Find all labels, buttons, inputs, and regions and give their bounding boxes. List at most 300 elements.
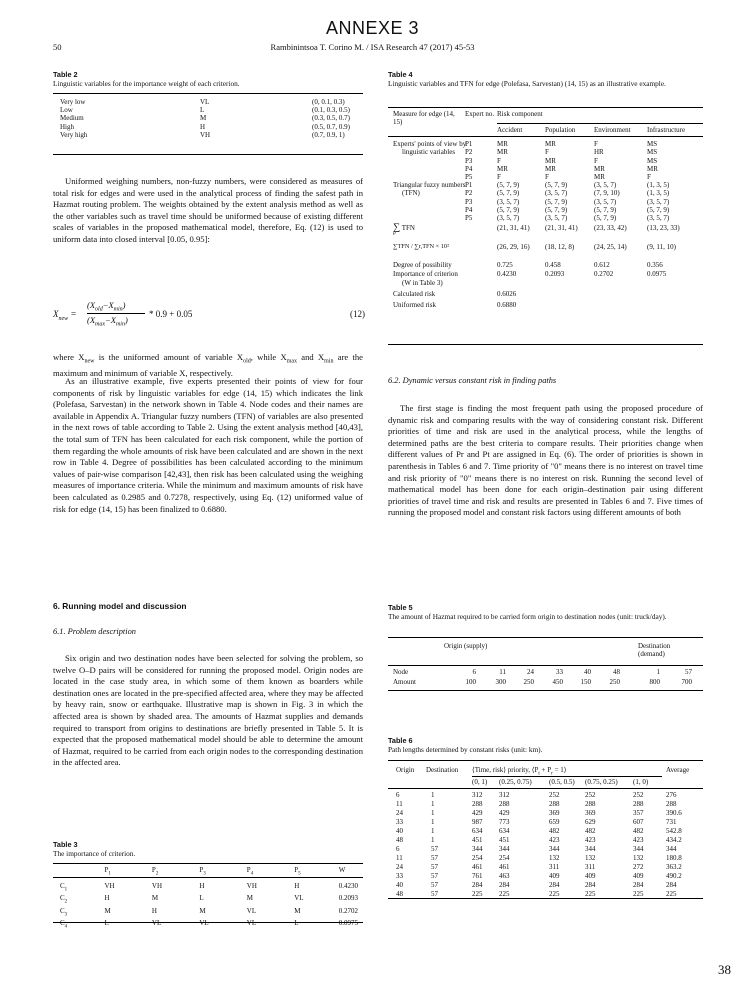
- table6-h-priority: ⟨Time, risk⟩ priority, $⟨P_t + P_r$ = 1⟩: [472, 766, 567, 777]
- table6-cell: 369: [549, 809, 560, 817]
- table3-header-cell: $P_3$: [199, 866, 206, 877]
- equation-numerator: $(X_{old}-X_{min})$: [87, 300, 126, 313]
- table2-cell: VL: [200, 98, 210, 106]
- table4-imp-cell: 0.0975: [647, 270, 667, 278]
- table4-ling-cell: F: [497, 173, 501, 182]
- table4-uniform-value: 0.6880: [497, 301, 517, 309]
- table4-tfn-cell: (3, 5, 7): [647, 214, 670, 223]
- table6-cell: 1: [431, 818, 435, 826]
- table6-cell: 288: [472, 800, 483, 808]
- table2-cell: Low: [60, 106, 73, 115]
- table6-cell: 634: [472, 827, 483, 835]
- table4-h-environment: Environment: [594, 126, 631, 134]
- table2-caption-block: [53, 70, 363, 88]
- table6-cell: 284: [585, 881, 596, 889]
- table4-tfn-cell: P5: [465, 214, 473, 223]
- table4-sum-cell: (21, 31, 41): [545, 224, 578, 232]
- table5-h-origin: Origin (supply): [444, 642, 488, 650]
- table5-amount-cell: 250: [609, 678, 620, 686]
- table6-cell: 132: [549, 854, 560, 862]
- table5-node-label: Node: [393, 668, 409, 676]
- table6-cell: 429: [472, 809, 483, 817]
- table4-calc-value: 0.6026: [497, 290, 517, 298]
- table6-cell: 40: [396, 881, 403, 889]
- table4-label: Table 4: [388, 70, 413, 79]
- table6-cell: 180.8: [666, 854, 682, 862]
- table4-tfn-cell: (5, 7, 9): [594, 214, 617, 223]
- table6-cell: 132: [585, 854, 596, 862]
- table4-sum-cell: (23, 33, 42): [594, 224, 627, 232]
- table2-row: [58, 123, 358, 131]
- table6-cell: 987: [472, 818, 483, 826]
- table3-cell: M: [104, 906, 111, 915]
- table4-caption: Linguistic variables and TFN for edge (Polefasa, Sarvestan) (14, 15) as an illustrative example.: [388, 79, 666, 89]
- table6-sub-header: (0, 1): [472, 778, 488, 786]
- equation-number: (12): [350, 309, 365, 319]
- table4-dop-cell: 0.458: [545, 261, 561, 269]
- table3-cell: VH: [151, 881, 163, 890]
- table5-node-cell: 1: [656, 668, 660, 676]
- table6-cell: 1: [431, 791, 435, 799]
- table6-cell: 344: [666, 845, 677, 853]
- table3-header-cell: $P_4$: [246, 866, 254, 877]
- table4-h-risk: Risk component: [497, 110, 543, 118]
- table4-ling-cell: F: [594, 140, 598, 148]
- table3-cell: L: [294, 919, 299, 928]
- table3-cell: VH: [246, 881, 257, 890]
- table4-tfn-cell: P3: [465, 197, 473, 206]
- table6-cell: 225: [633, 890, 644, 898]
- table3-cell: M: [246, 894, 254, 903]
- table5-caption: The amount of Hazmat required to be carried form origin to destination nodes (unit: truck/day).: [388, 612, 667, 622]
- table4-ling-cell: MS: [647, 148, 658, 157]
- table6-cell: 429: [499, 809, 510, 817]
- table2-cell: Very low: [60, 98, 86, 106]
- table4-ratio-cell: (24, 25, 14): [594, 243, 627, 251]
- table3-row: [58, 894, 360, 907]
- table4-tfn-cell: (3, 5, 7): [497, 197, 520, 206]
- table4-ling-cell: F: [497, 156, 501, 165]
- table6-cell: 254: [472, 854, 483, 862]
- table6-cell: 409: [585, 872, 596, 880]
- table3-label: Table 3: [53, 840, 78, 849]
- left-paragraph-2: where $X_{new}$ is the uniformed amount of variable $X_{old}$, while $X_{max}$ and $X_{min}$ are the maximum and minimum of variable X, respectively.: [53, 352, 363, 379]
- table4-ling-cell: MR: [497, 164, 508, 173]
- table4-ling-cell: MR: [497, 140, 508, 148]
- footer-page-number: 38: [718, 962, 731, 977]
- table3-cell: H: [294, 881, 300, 890]
- table3-cell: H: [104, 894, 110, 903]
- table3-cell: H: [199, 881, 205, 890]
- table3-cell: VL: [199, 919, 209, 928]
- table6-cell: 490.2: [666, 872, 682, 880]
- table4-ratio-cell: (26, 29, 16): [497, 243, 530, 251]
- table6-cell: 311: [585, 863, 596, 871]
- table2-row: [58, 131, 358, 139]
- table2-row: [58, 114, 358, 122]
- table4-imp-cell: 0.4230: [497, 270, 517, 278]
- table4-h-population: Population: [545, 126, 576, 134]
- table2-cell: (0.1, 0.3, 0.5): [312, 106, 350, 115]
- table3-cell: $C_4$: [60, 919, 68, 930]
- table6-cell: 629: [585, 818, 596, 826]
- table4-ratio-cell: (18, 12, 8): [545, 243, 575, 251]
- table6-cell: 40: [396, 827, 403, 835]
- table4-tfn-cell: (3, 5, 7): [594, 181, 617, 189]
- table2-cell: (0.3, 0.5, 0.7): [312, 114, 350, 123]
- table4-ratio-label: ∑TFN / ∑r,TFN × 10²: [393, 243, 449, 250]
- left-paragraph-1: Uniformed weighing numbers, non-fuzzy numbers, were considered as measures of total risk for edges and were used in the analytical process of finding the safest path in Hazmat routing problem. The weights obtained by the extent analysis method as well as the other variables such as travel time should be uniformed because of existing different scales of variables in the proposed mathematical model, therefore, Eq. (12) is used to uniform data into closed interval [0.05, 0.95]:: [53, 176, 363, 244]
- table4-h-measure: Measure for edge (14, 15): [393, 110, 455, 127]
- table6-cell: 11: [396, 800, 403, 808]
- table2-cell: (0, 0.1, 0.3): [312, 98, 345, 106]
- table4-group-linguistic: Experts' points of view by linguistic variables: [393, 140, 467, 157]
- table4-ling-cell: MR: [594, 164, 605, 173]
- table6-cell: 461: [499, 863, 510, 871]
- left-paragraph-4: Six origin and two destination nodes have been selected for solving the problem, so twelve O–D pairs will be considered for running the proposed model. Origin nodes are located in the case study area, in which some of them known as boarders while destination ones are located in the pre-specified affected area, where they may be affected by heavy rain, snow or earthquake. Illustrative map is shown in Fig. 3 in which the affected area is shown by shaded area. The amounts of Hazmat supplies and demands required to transport from origins to destinations are briefly presented in Table 5. It is expected that the proposed mathematical model should be able to determine the amount of Hazmat, required to be carried from each origin nodes to the corresponding destination in the affected area.: [53, 653, 363, 768]
- table4-ling-cell: P1: [465, 140, 473, 148]
- table6-cell: 1: [431, 800, 435, 808]
- table6-sub-header: (0.75, 0.25): [585, 778, 618, 786]
- table3-header-cell: $P_2$: [151, 866, 159, 877]
- table4-ling-cell: P5: [465, 173, 473, 182]
- table4-ling-cell: MR: [545, 156, 556, 165]
- table3-cell: L: [104, 919, 109, 928]
- table2: [58, 98, 358, 139]
- table3-cell: 0.0975: [338, 919, 358, 928]
- table4-ratio-cell: (9, 11, 10): [647, 243, 676, 251]
- table6-sub-header: (0.5, 0.5): [549, 778, 575, 786]
- table4-ling-cell: MR: [545, 140, 556, 148]
- table4-tfn-cell: P4: [465, 205, 473, 214]
- table6-cell: 357: [633, 809, 644, 817]
- table4-dop-label: Degree of possibility: [393, 261, 452, 269]
- table4-ling-cell: MS: [647, 140, 658, 148]
- table3-cell: 0.2702: [338, 906, 358, 915]
- left-paragraph-3: As an illustrative example, five experts presented their points of view for four components of risk by linguistic variables for edge (14, 15) which indicates the link (Polefasa, Sarvestan) in the network shown in Table 4. Node codes and their names are available in Appendix A. Triangular fuzzy numbers (TFN) of variables are also presented in the next rows of table according to Table 2. Using the extent analysis method [40,43], the total sum of TFN has been calculated for each risk component, while the portion of them regarding the whole amounts of risk have been calculated and are shown in the next row in Table 4. Degree of possibilities has been calculated according to the minimum values of pair-wise comparison [42,43], then risk has been calculated using the weighing measures of importance criteria. While the minimum and maximum amounts of risk have been calculated as 0.2985 and 0.7278, respectively, using Eq. (12) uniformed value of risk for edge (14, 15) has been finalized to 0.6880.: [53, 376, 363, 514]
- table4-h-accident: Accident: [497, 126, 523, 134]
- table6-cell: 423: [633, 836, 644, 844]
- annexe-title: ANNEXE 3: [325, 18, 420, 38]
- table6-cell: 761: [472, 872, 483, 880]
- table6-cell: 461: [472, 863, 483, 871]
- table6-label: Table 6: [388, 736, 413, 745]
- table6-cell: 284: [549, 881, 560, 889]
- table5-amount-cell: 300: [495, 678, 506, 686]
- table4-body: [388, 140, 703, 340]
- table6-sub-header: (1, 0): [633, 778, 649, 786]
- table4-h-infrastructure: Infrastructure: [647, 126, 686, 134]
- table6-cell: 284: [472, 881, 483, 889]
- table3-cell: VL: [246, 919, 257, 928]
- table6-cell: 363.2: [666, 863, 682, 871]
- table6-cell: 731: [666, 818, 677, 826]
- table4-ling-cell: P4: [465, 164, 473, 173]
- table5-node-cell: 40: [584, 668, 591, 676]
- table2-cell: VH: [200, 130, 211, 139]
- table3-row: [58, 907, 360, 920]
- table4-ling-cell: MR: [545, 164, 556, 173]
- table6-cell: 284: [633, 881, 644, 889]
- table6-sub-header: (0.25, 0.75): [499, 778, 532, 786]
- table4-tfn-cell: (5, 7, 9): [497, 205, 520, 214]
- table5-label: Table 5: [388, 603, 413, 612]
- table4-ling-cell: F: [545, 148, 549, 157]
- table3-cell: VL: [294, 894, 304, 903]
- table3-cell: M: [199, 906, 206, 915]
- table6-cell: 409: [633, 872, 644, 880]
- table6-caption: Path lengths determined by constant risks (unit: km).: [388, 745, 543, 755]
- section-6-heading: 6. Running model and discussion: [53, 601, 187, 611]
- table6-cell: 6: [396, 791, 400, 799]
- table3-cell: VL: [151, 919, 162, 928]
- table4-ling-cell: MR: [647, 164, 658, 173]
- table6: [388, 764, 703, 964]
- table6-h-origin: Origin: [396, 766, 415, 774]
- table6-cell: 252: [585, 791, 596, 799]
- table2-row: [58, 98, 358, 106]
- table3-caption-block: [53, 840, 363, 858]
- table6-caption-block: [388, 736, 703, 754]
- table3-cell: 0.4230: [338, 881, 358, 890]
- running-header: Rambinintsoa T. Corino M. / ISA Research 47 (2017) 45-53: [270, 42, 475, 52]
- table6-cell: 607: [633, 818, 644, 826]
- table6-cell: 542.8: [666, 827, 682, 835]
- table4-tfn-cell: (3, 5, 7): [497, 214, 520, 223]
- table4-tfn-cell: (5, 7, 9): [545, 181, 568, 189]
- table4-ling-cell: MR: [594, 173, 605, 182]
- table4-tfn-cell: (7, 9, 10): [594, 189, 620, 198]
- table4-tfn-cell: (5, 7, 9): [647, 205, 670, 214]
- table3-cell: M: [294, 906, 301, 915]
- table6-cell: 288: [585, 800, 596, 808]
- table6-cell: 463: [499, 872, 510, 880]
- table6-cell: 482: [549, 827, 560, 835]
- table6-cell: 409: [549, 872, 560, 880]
- table6-cell: 482: [633, 827, 644, 835]
- table6-cell: 288: [499, 800, 510, 808]
- table5-node-cell: 24: [527, 668, 534, 676]
- table5-amount-cell: 800: [649, 678, 660, 686]
- table6-cell: 132: [633, 854, 644, 862]
- table6-cell: 48: [396, 836, 403, 844]
- table4-imp-cell: 0.2702: [594, 270, 614, 278]
- table3-cell: L: [199, 894, 204, 903]
- table4-dop-cell: 0.356: [647, 261, 663, 269]
- table5-node-cell: 11: [499, 668, 506, 676]
- table6-cell: 11: [396, 854, 403, 862]
- table4-tfn-cell: (3, 5, 7): [545, 189, 568, 198]
- table5: [388, 640, 703, 700]
- table4-ling-cell: MR: [497, 148, 508, 157]
- table4-tfn-cell: (1, 3, 5): [647, 181, 670, 189]
- table4-ling-cell: F: [594, 156, 598, 165]
- table6-cell: 57: [431, 881, 438, 889]
- table5-caption-block: [388, 603, 703, 621]
- table4-tfn-cell: (5, 7, 9): [545, 197, 568, 206]
- table6-cell: 276: [666, 791, 677, 799]
- table6-cell: 344: [633, 845, 644, 853]
- table6-cell: 659: [549, 818, 560, 826]
- table5-node-cell: 33: [556, 668, 563, 676]
- table4-tfn-cell: (5, 7, 9): [497, 181, 520, 189]
- equation-12: $X_{new}$ = $(X_{old}-X_{min})$ $(X_{max}-X_{min})$ * 0.9 + 0.05 (12): [53, 300, 365, 328]
- table6-cell: 344: [499, 845, 510, 853]
- table2-cell: L: [200, 106, 205, 115]
- table6-cell: 423: [585, 836, 596, 844]
- table6-cell: 284: [666, 881, 677, 889]
- table6-cell: 423: [549, 836, 560, 844]
- table6-cell: 634: [499, 827, 510, 835]
- table2-cell: Very high: [60, 130, 88, 139]
- table3-header-cell: $P_5$: [294, 866, 301, 877]
- table5-amount-cell: 450: [552, 678, 563, 686]
- right-paragraph-1: The first stage is finding the most frequent path using the proposed procedure of dynamic risk and comparing results with the way of considering constant risk. Different priorities of time and risk are used in the analytical process, while the lengths of determined paths are the best criteria to compare results. Their priorities change when different values of Pr and Pt are assigned in Eq. (6). The order of priorities is shown in parenthesis in Tables 6 and 7. Time priority of "0" means there is no interest on travel time and risk priority of "0" means there is no interest on risk. Running the second level of mathematical model has been done for each origin–destination pair using different priorities of travel time and risk and results are presented in Tables 6 and 7. Five times of running the proposed model and constant risk factors using different amounts of both: [388, 403, 703, 518]
- table2-caption: Linguistic variables for the importance weight of each criterion.: [53, 79, 240, 89]
- table6-cell: 252: [549, 791, 560, 799]
- table4-tfn-cell: P1: [465, 181, 473, 189]
- table6-cell: 6: [396, 845, 400, 853]
- table3-caption: The importance of criterion.: [53, 849, 136, 859]
- equation-denominator: $(X_{max}-X_{min})$: [87, 315, 128, 328]
- table4-tfn-cell: P2: [465, 189, 473, 198]
- table6-cell: 272: [633, 863, 644, 871]
- table3-header-cell: $P_1$: [104, 866, 111, 877]
- table6-cell: 57: [431, 845, 438, 853]
- table4-tfn-cell: (1, 3, 5): [647, 189, 670, 198]
- table4-tfn-cell: (3, 5, 7): [647, 197, 670, 206]
- table4-imp-label-2: (W in Table 3): [402, 279, 443, 287]
- section-6-1-heading: 6.1. Problem description: [53, 627, 136, 636]
- table6-cell: 57: [431, 890, 438, 898]
- table3-cell: $C_3$: [60, 906, 68, 918]
- table3-cell: VL: [246, 906, 257, 915]
- table6-cell: 1: [431, 827, 435, 835]
- table4-ling-cell: MS: [647, 156, 658, 165]
- table4-tfn-cell: (3, 5, 7): [545, 214, 568, 223]
- table6-cell: 434.2: [666, 836, 682, 844]
- table2-cell: (0.7, 0.9, 1): [312, 130, 345, 139]
- table6-cell: 284: [499, 881, 510, 889]
- table6-cell: 24: [396, 809, 403, 817]
- table3-cell: $C_1$: [60, 881, 68, 892]
- table4-caption-block: [388, 70, 708, 88]
- table2-label: Table 2: [53, 70, 78, 79]
- table4-dop-cell: 0.725: [497, 261, 513, 269]
- table3-cell: VH: [104, 881, 115, 890]
- table5-amount-cell: 100: [465, 678, 476, 686]
- table6-cell: 482: [585, 827, 596, 835]
- table6-cell: 225: [549, 890, 560, 898]
- table6-cell: 1: [431, 809, 435, 817]
- table6-cell: 254: [499, 854, 510, 862]
- table6-cell: 57: [431, 854, 438, 862]
- table6-cell: 225: [666, 890, 677, 898]
- table5-amount-label: Amount: [393, 678, 416, 686]
- table6-cell: 1: [431, 836, 435, 844]
- table4-sum-label: ∑ TFN P: [393, 222, 415, 238]
- table6-cell: 33: [396, 818, 403, 826]
- table4-calc-label: Calculated risk: [393, 290, 436, 298]
- table6-cell: 451: [499, 836, 510, 844]
- table4-sum-cell: (13, 23, 33): [647, 224, 680, 232]
- table3-row: [58, 882, 360, 895]
- table4-uniform-label: Uniformed risk: [393, 301, 436, 309]
- table4-tfn-cell: (3, 5, 7): [594, 197, 617, 206]
- table4-dop-cell: 0.612: [594, 261, 610, 269]
- table4-tfn-cell: (5, 7, 9): [497, 189, 520, 198]
- table6-cell: 225: [499, 890, 510, 898]
- table6-cell: 288: [549, 800, 560, 808]
- table4-sum-cell: (21, 31, 41): [497, 224, 530, 232]
- table5-amount-cell: 700: [681, 678, 692, 686]
- header-page-number: 50: [53, 42, 62, 52]
- table6-cell: 225: [585, 890, 596, 898]
- table6-cell: 344: [585, 845, 596, 853]
- table6-cell: 57: [431, 872, 438, 880]
- table4-imp-label: Importance of criterion: [393, 270, 458, 278]
- table6-cell: 311: [549, 863, 560, 871]
- table4-ling-cell: P3: [465, 156, 473, 165]
- table6-h-average: Average: [666, 766, 690, 774]
- table4-ling-cell: F: [647, 173, 651, 182]
- table3-cell: M: [151, 894, 159, 903]
- table5-h-dest: Destination (demand): [638, 642, 671, 659]
- table4-tfn-cell: (5, 7, 9): [594, 205, 617, 214]
- table6-cell: 33: [396, 872, 403, 880]
- table6-cell: 773: [499, 818, 510, 826]
- table6-cell: 288: [633, 800, 644, 808]
- table6-cell: 225: [472, 890, 483, 898]
- table5-node-cell: 48: [613, 668, 620, 676]
- table5-node-cell: 6: [472, 668, 476, 676]
- table4-tfn-cell: (5, 7, 9): [545, 205, 568, 214]
- table4-ling-cell: F: [545, 173, 549, 182]
- table4-ling-cell: P2: [465, 148, 473, 157]
- table6-cell: 390.6: [666, 809, 682, 817]
- table2-cell: H: [200, 122, 206, 131]
- table3-cell: $C_2$: [60, 894, 68, 905]
- table4-ling-cell: HR: [594, 148, 604, 157]
- table6-cell: 451: [472, 836, 483, 844]
- table6-cell: 288: [666, 800, 677, 808]
- table6-cell: 48: [396, 890, 403, 898]
- table2-row: [58, 106, 358, 114]
- table5-amount-cell: 250: [523, 678, 534, 686]
- table4-h-expert: Expert no.: [465, 110, 495, 118]
- table6-cell: 57: [431, 863, 438, 871]
- table6-cell: 369: [585, 809, 596, 817]
- table3-cell: H: [151, 906, 157, 915]
- section-6-2-heading: 6.2. Dynamic versus constant risk in finding paths: [388, 376, 557, 385]
- table5-amount-cell: 150: [580, 678, 591, 686]
- table2-cell: Medium: [60, 114, 84, 123]
- table6-cell: 312: [472, 791, 483, 799]
- table3-header-cell: W: [338, 866, 346, 874]
- table4-imp-cell: 0.2093: [545, 270, 565, 278]
- table6-cell: 24: [396, 863, 403, 871]
- table4-group-tfn: Triangular fuzzy numbers (TFN): [393, 181, 466, 198]
- table2-cell: High: [60, 122, 74, 131]
- table2-cell: M: [200, 114, 207, 123]
- table2-cell: (0.5, 0.7, 0.9): [312, 122, 350, 131]
- table6-cell: 252: [633, 791, 644, 799]
- table6-cell: 344: [472, 845, 483, 853]
- table5-node-cell: 57: [685, 668, 692, 676]
- table3-cell: 0.2093: [338, 894, 358, 903]
- table6-h-dest: Destination: [426, 766, 459, 774]
- table6-cell: 344: [549, 845, 560, 853]
